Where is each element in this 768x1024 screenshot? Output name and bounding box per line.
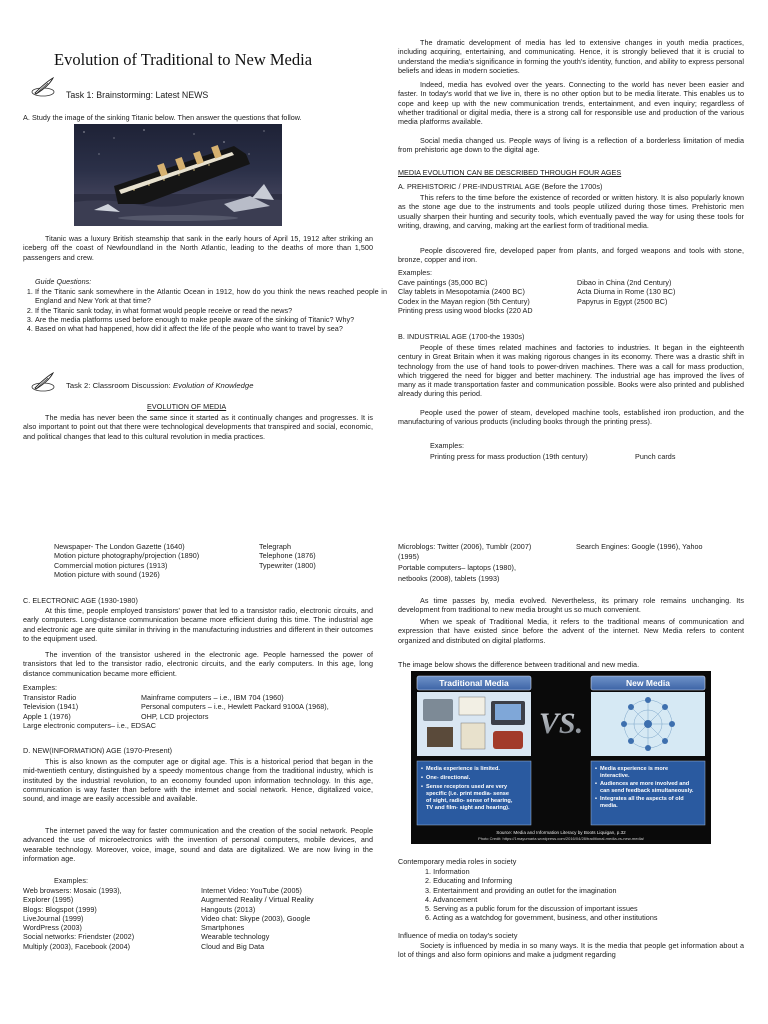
information-age-heading: D. NEW(INFORMATION) AGE (1970-Present) bbox=[23, 746, 173, 755]
new-media-point: • bbox=[595, 796, 597, 802]
example-item: Augmented Reality / Virtual Reality bbox=[201, 895, 314, 905]
electronic-heading: C. ELECTRONIC AGE (1930-1980) bbox=[23, 596, 138, 605]
evolution-heading: EVOLUTION OF MEDIA bbox=[147, 402, 227, 411]
example-item: Web browsers: Mosaic (1993), bbox=[23, 886, 122, 895]
new-media-point-line: media. bbox=[600, 803, 618, 809]
example-row bbox=[23, 942, 373, 951]
electronic-examples-label: Examples: bbox=[23, 683, 58, 692]
industrial-examples-label: Examples: bbox=[430, 441, 465, 450]
media-role: 4. Advancement bbox=[425, 894, 478, 904]
example-item: Commercial motion pictures (1913) bbox=[54, 560, 168, 570]
example-item: Printing press for mass production (19th century) bbox=[430, 452, 588, 461]
industrial-paragraph: People of these times related machines and factories to industries. It began in the eighteenth century in Great Britain when it was making rigorous changes in its economy. There was a drastic shift in technology from the use of hand tools to power-driven machines. There was a call for mass production, which triggered the need for bigger and better machinery. The industrial age has improved the lives of many as it made transportation faster and communication possible. Books were also printed and published already during this period. bbox=[398, 343, 744, 399]
electronic-paragraph: At this time, people employed transistors' power that led to a transistor radio, electronic circuits, and early computers. Long-distance communication became more efficient during this time. The industrial age and electronic age are quite similar in thriving in the manufacturing industries and different in their outcomes to the equipment used. bbox=[23, 606, 373, 643]
example-row bbox=[23, 702, 373, 711]
example-row bbox=[398, 297, 744, 306]
industrial-more-examples bbox=[54, 542, 374, 579]
example-item: Clay tablets in Mesopotamia (2400 BC) bbox=[398, 287, 525, 297]
new-media-point-line: Audiences are more involved and bbox=[600, 781, 690, 787]
example-item: Punch cards bbox=[635, 452, 676, 461]
guide-question: 2. If the Titanic sank today, in what format would people receive or read the news? bbox=[35, 306, 387, 315]
traditional-point-line: Sense receptors used are very bbox=[426, 784, 508, 790]
media-development-paragraph: The dramatic development of media has led to extensive changes in youth media practices, including acquiring, entertaining, and communicating. Hence, it is strongly believed that it is crucial to understand the media's significance in forming the youth's identity, function, and ability to express personal beliefs and ideas in modern societies. bbox=[398, 38, 744, 75]
traditional-vs-new-media-graphic bbox=[411, 671, 711, 844]
example-item: LiveJournal (1999) bbox=[23, 913, 84, 923]
media-role: 6. Acting as a watchdog for government, business, and other institutions bbox=[425, 913, 658, 923]
internet-paragraph: The internet paved the way for faster communication and the creation of the social network. People advanced the use of microelectronics with the invention of personal computers, mobile devices, and wearable technology. Moreover, voice, image, sound and data are digitalized. We are now living in the information age. bbox=[23, 826, 373, 863]
traditional-point: • bbox=[421, 784, 423, 790]
example-item: Acta Diurna in Rome (130 BC) bbox=[577, 287, 676, 297]
traditional-point-text: One- directional. bbox=[426, 775, 471, 781]
example-row bbox=[54, 542, 374, 551]
example-row bbox=[23, 886, 373, 895]
traditional-point: • bbox=[421, 775, 423, 781]
traditional-point: • bbox=[421, 766, 423, 772]
task2-label-prefix: Task 2: Classroom Discussion: bbox=[66, 381, 173, 390]
traditional-point-line: specific (i.e. print media- sense bbox=[426, 791, 510, 797]
microblogs-line bbox=[398, 542, 748, 551]
search-engines-text: Search Engines: Google (1996), Yahoo bbox=[576, 542, 703, 551]
example-item: WordPress (2003) bbox=[23, 923, 82, 933]
example-item: Mainframe computers – i.e., IBM 704 (1960) bbox=[141, 693, 284, 702]
example-row bbox=[23, 895, 373, 904]
example-item: OHP, LCD projectors bbox=[141, 711, 209, 721]
evolution-paragraph: The media has never been the same since it started as it continually changes and progresses. It is also important to point out that there were technological developments that transpired and social, economic, and political changes that lead to this cultural revolution in media practices. bbox=[23, 413, 373, 441]
example-item: Blogs: Blogspot (1999) bbox=[23, 904, 97, 914]
example-item: Telephone (1876) bbox=[259, 551, 316, 561]
new-media-point-line: can send feedback simultaneously. bbox=[600, 788, 694, 794]
prehistoric-heading: A. PREHISTORIC / PRE-INDUSTRIAL AGE (Before the 1700s) bbox=[398, 182, 603, 191]
example-item: Smartphones bbox=[201, 923, 245, 933]
image-caption: The image below shows the difference between traditional and new media. bbox=[398, 660, 640, 669]
vs-text: VS. bbox=[538, 707, 584, 740]
example-row bbox=[54, 551, 374, 560]
industrial-people-paragraph: People used the power of steam, developed machine tools, established iron production, and the manufacturing of various products (including books through the printing press). bbox=[398, 408, 744, 427]
task2-label-italic: Evolution of Knowledge bbox=[173, 381, 254, 390]
industrial-examples bbox=[430, 452, 730, 461]
guide-question: 3. Are the media platforms used before enough to make people aware of the sinking of Titanic? Why? bbox=[35, 315, 387, 324]
guide-question: 1. If the Titanic sank somewhere in the Atlantic Ocean in 1912, how do you think the news reached people in England and New York at that time? bbox=[35, 287, 387, 306]
information-examples-label: Examples: bbox=[54, 876, 89, 885]
new-media-title: New Media bbox=[626, 678, 670, 688]
prehistoric-discoveries: People discovered fire, developed paper from plants, and forged weapons and tools with stone, bronze, copper and iron. bbox=[398, 246, 744, 265]
netbooks: netbooks (2008), tablets (1993) bbox=[398, 574, 500, 583]
example-item: Dibao in China (2nd Century) bbox=[577, 278, 672, 287]
example-item: Multiply (2003), Facebook (2004) bbox=[23, 941, 131, 951]
industrial-heading: B. INDUSTRIAL AGE (1700-the 1930s) bbox=[398, 332, 525, 341]
example-row bbox=[398, 306, 744, 315]
example-row bbox=[398, 278, 744, 287]
titanic-sinking-image bbox=[74, 124, 282, 226]
media-roles-heading: Contemporary media roles in society bbox=[398, 857, 517, 866]
guide-questions-list bbox=[19, 287, 387, 333]
four-ages-heading: MEDIA EVOLUTION CAN BE DESCRIBED THROUGH FOUR AGES bbox=[398, 168, 622, 177]
example-item: Large electronic computers– i.e., EDSAC bbox=[23, 720, 156, 730]
new-media-point-text bbox=[600, 781, 694, 794]
media-evolved-summary: As time passes by, media evolved. Nevertheless, its primary role remains unchanging. Its development from traditional to new media brought us so much convenient. bbox=[398, 596, 744, 615]
example-item: Social networks: Friendster (2002) bbox=[23, 932, 135, 942]
graphic-credit: Photo Credit: https://1mayumaria.wordpress.com/2016/04/28/traditional-media-vs-new-media/ bbox=[478, 836, 644, 841]
example-item: Papyrus in Egypt (2500 BC) bbox=[577, 296, 668, 306]
example-item: Motion picture photography/projection (1890) bbox=[54, 551, 200, 561]
microblogs-text: Microblogs: Twitter (2006), Tumblr (2007) bbox=[398, 542, 532, 551]
example-row bbox=[23, 914, 373, 923]
example-item: Motion picture with sound (1926) bbox=[54, 569, 160, 579]
influence-heading: Influence of media on today's society bbox=[398, 931, 518, 940]
example-item: Wearable technology bbox=[201, 932, 270, 942]
example-item: Personal computers – i.e., Hewlett Packard 9100A (1968), bbox=[141, 702, 329, 712]
media-role: 5. Serving as a public forum for the discussion of important issues bbox=[425, 904, 638, 914]
example-item: Explorer (1995) bbox=[23, 895, 74, 905]
media-role: 3. Entertainment and providing an outlet for the imagination bbox=[425, 885, 617, 895]
new-media-point-line: Integrates all the aspects of old bbox=[600, 796, 684, 802]
example-row bbox=[23, 712, 373, 721]
media-role: 2. Educating and Informing bbox=[425, 876, 513, 886]
new-media-point-line: Media experience is more bbox=[600, 766, 669, 772]
example-row bbox=[23, 932, 373, 941]
traditional-point-text bbox=[426, 784, 514, 811]
feather-pen-icon bbox=[30, 76, 56, 98]
guide-questions-title: Guide Questions: bbox=[35, 277, 92, 286]
portable-computers: Portable computers– laptops (1980), bbox=[398, 563, 517, 572]
electronic-examples bbox=[23, 693, 373, 730]
example-item: Internet Video: YouTube (2005) bbox=[201, 886, 303, 895]
example-item: Newspaper- The London Gazette (1640) bbox=[54, 542, 185, 551]
search-engine-year: (1995) bbox=[398, 552, 420, 561]
information-age-paragraph: This is also known as the computer age or digital age. This is a historical period that began in the mid-twentieth century, distinguished by a speedy momentous change from the traditional industry, which is instituted by the industrial revolution, to an economy founded upon information technology. In this age, communication is way faster than before with the internet and social network. Hence, digitalized voice, sound, and image are easily accessible and available. bbox=[23, 757, 373, 804]
example-item: Codex in the Mayan region (5th Century) bbox=[398, 296, 530, 306]
example-row bbox=[54, 570, 374, 579]
traditional-point-line: TV and film- sight and hearing). bbox=[426, 805, 510, 811]
page-title: Evolution of Traditional to New Media bbox=[54, 50, 313, 69]
example-item: Transistor Radio bbox=[23, 693, 77, 702]
traditional-point-text: Media experience is limited. bbox=[426, 766, 500, 772]
example-item: Cave paintings (35,000 BC) bbox=[398, 278, 488, 287]
prehistoric-examples-label: Examples: bbox=[398, 268, 433, 277]
traditional-media-title: Traditional Media bbox=[439, 678, 509, 688]
traditional-point-line: of sight, radio- sense of hearing, bbox=[426, 798, 513, 804]
media-evolved-paragraph: Indeed, media has evolved over the years. Connecting to the world has never been easier and faster. In today's world that we live in, there is no other option but to be media literate. This enables us to cope and keep up with the new communication trends, entertainment, and even inquiry; regardless of whether traditional or digital media, there is a strong call for responsible use and production of the various media platforms available. bbox=[398, 80, 744, 127]
traditional-media-definition: When we speak of Traditional Media, it refers to the traditional means of communication and expression that have existed since before the advent of the internet. New Media refers to content organized and distributed on digital platforms. bbox=[398, 617, 744, 645]
example-item: Apple 1 (1976) bbox=[23, 711, 71, 721]
guide-question: 4. Based on what had happened, how did it affect the life of the people who want to travel by sea? bbox=[35, 324, 387, 333]
prehistoric-paragraph: This refers to the time before the existence of recorded or written history. It is also popularly known as the stone age due to the instruments and tools people utilized during those times. Prehistoric men usually sharpen their hunting and security tools, which eventually paved the way for using these tools for writing, drawing, and carving, making art the earliest form of traditional media. bbox=[398, 193, 744, 230]
information-examples bbox=[23, 886, 373, 951]
example-item: Video chat: Skype (2003), Google bbox=[201, 913, 311, 923]
example-row bbox=[23, 693, 373, 702]
media-roles-list bbox=[425, 867, 745, 923]
example-item: Telegraph bbox=[259, 542, 292, 551]
influence-paragraph: Society is influenced by media in so many ways. It is the media that people get information about a lot of things and also form opinions and make a judgment regarding bbox=[398, 941, 744, 960]
new-media-point-line: interactive. bbox=[600, 773, 630, 779]
example-row bbox=[54, 561, 374, 570]
task2-label bbox=[66, 381, 253, 390]
task1-label: Task 1: Brainstorming: Latest NEWS bbox=[66, 90, 209, 100]
feather-pen-icon bbox=[30, 371, 56, 393]
example-item: Hangouts (2013) bbox=[201, 904, 256, 914]
transistor-paragraph: The invention of the transistor ushered in the electronic age. People harnessed the power of transistors that led to the transistor radio, electronic circuits, and the early computers. In this age, long distance communication became more efficient. bbox=[23, 650, 373, 678]
example-item: Printing press using wood blocks (220 AD bbox=[398, 305, 533, 315]
graphic-source: Source: Media and Information Literacy by Boots Liquigan, p.32 bbox=[496, 830, 626, 835]
prehistoric-examples bbox=[398, 278, 744, 315]
titanic-paragraph: Titanic was a luxury British steamship that sank in the early hours of April 15, 1912 after striking an iceberg off the coast of Newfoundland in the North Atlantic, leading to the deaths of more than 1,500 passengers and crew. bbox=[23, 234, 373, 262]
example-row bbox=[398, 287, 744, 296]
new-media-point: • bbox=[595, 781, 597, 787]
example-item: Typewriter (1800) bbox=[259, 560, 316, 570]
example-row bbox=[23, 923, 373, 932]
example-item: Television (1941) bbox=[23, 702, 79, 712]
media-role: 1. Information bbox=[425, 867, 470, 876]
new-media-point: • bbox=[595, 766, 597, 772]
social-media-paragraph: Social media changed us. People ways of living is a reflection of a borderless limitation of media from prehistoric age down to the digital age. bbox=[398, 136, 744, 155]
example-item: Cloud and Big Data bbox=[201, 941, 265, 951]
example-row bbox=[23, 905, 373, 914]
task1-instruction: A. Study the image of the sinking Titanic below. Then answer the questions that follow. bbox=[23, 113, 302, 122]
